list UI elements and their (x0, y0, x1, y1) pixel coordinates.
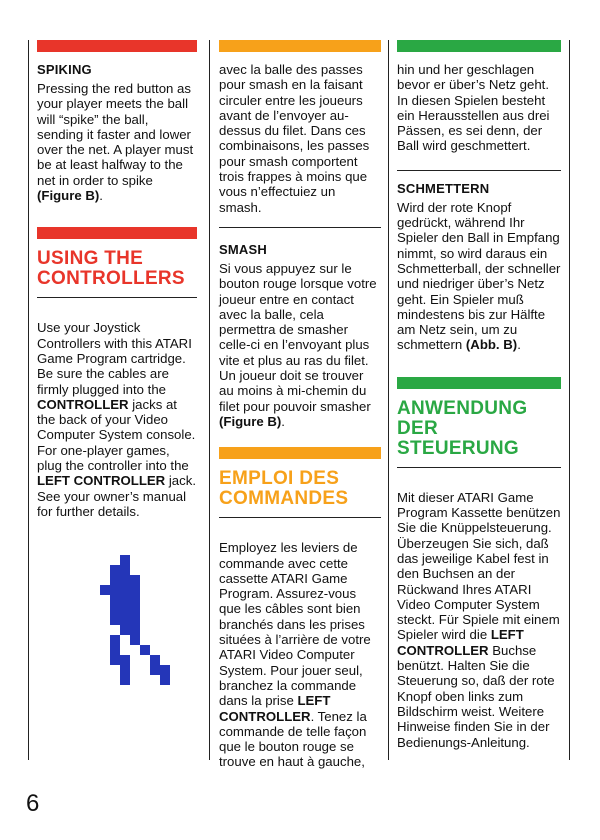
green-color-bar (397, 377, 561, 389)
section-rule (219, 227, 381, 228)
section-rule (37, 297, 197, 298)
controllers-text: Use your Joystick Controllers with this ATARI Game Program cartridge. Be sure the cables are firmly plugged into the CONTROLLER jacks at the back of your Video Computer System console. For one-player games, plug the controller into the LEFT CONTROLLER jack. See your owner’s manual for further details. (37, 320, 196, 519)
spiking-heading: SPIKING (37, 62, 92, 77)
anwendung-heading: ANWENDUNG DER STEUERUNG (397, 397, 528, 459)
emploi-heading: EMPLOI DES COMMANDES (219, 468, 349, 510)
page-number: 6 (26, 790, 40, 817)
smash-text: Si vous appuyez sur le bouton rouge lorsque votre joueur entre en contact avec la balle, cela permettra de smasher celle-ci en l’envoyant plus vite et plus au ras du filet. Un joueur doit se trouver au moins à mi-chemin du filet pour pouvoir smasher (Figure B). (219, 260, 377, 429)
pixel-player-figure-icon (100, 555, 180, 695)
red-color-bar (37, 227, 197, 239)
column-divider (569, 40, 570, 760)
controllers-heading: USING THE CONTROLLERS (37, 248, 185, 290)
column-divider (388, 40, 389, 760)
emploi-text: Employez les leviers de commande avec cette cassette ATARI Game Program. Assurez-vous que les câbles sont bien branchés dans les prises situées à l’arrière de votre ATARI Video Computer System. Pour jouer seul, branchez la commande dans la prise LEFT CONTROLLER. Tenez la commande de telle façon que le bouton rouge se trouve en haut à gauche, (219, 540, 371, 770)
column-divider (28, 40, 29, 760)
schmettern-heading: SCHMETTERN (397, 180, 490, 196)
english-column (37, 40, 197, 519)
column-divider (209, 40, 210, 760)
section-rule (219, 517, 381, 518)
section-rule (397, 467, 561, 468)
german-column (397, 40, 561, 750)
german-intro-text: hin und her geschlagen bevor er über’s Netz geht. In diesen Spielen besteht ein Herausstellen aus drei Pässen, es sei denn, der Ball wird geschmettert. (397, 62, 550, 154)
spiking-text: Pressing the red button as your player meets the ball will “spike” the ball, sending it faster and lower over the net. A player must be at least halfway to the net in order to spike (Figure B). (37, 81, 194, 204)
smash-heading: SMASH (219, 241, 267, 257)
orange-color-bar (219, 40, 381, 52)
red-color-bar (37, 40, 197, 52)
french-column (219, 40, 381, 770)
french-intro-text: avec la balle des passes pour smash en la faisant circuler entre les joueurs avant de l’envoyer au-dessus du filet. Dans ces combinaisons, les passes pour smash comportent trois frappes à moins que vous n’effectuiez un smash. (219, 62, 370, 215)
schmettern-text: Wird der rote Knopf gedrückt, während Ihr Spieler den Ball in Empfang nimmt, so wird daraus ein Schmetterball, der schneller und niedriger über’s Netz geht. Ein Spieler muß mindestens bis zur Hälfte am Netz sein, um zu schmettern (Abb. B). (397, 199, 561, 353)
green-color-bar (397, 40, 561, 52)
anwendung-text: Mit dieser ATARI Game Program Kassette benützen Sie die Knüppelsteuerung. Überzeugen Sie sich, daß das jeweilige Kabel fest in den Buchsen an der Rückwand Ihres ATARI Video Computer System steckt. Für Spiele mit einem Spieler wird die LEFT CONTROLLER Buchse benützt. Halten Sie die Steuerung so, daß der rote Knopf oben links zum Bildschirm weist. Weitere Hinweise finden Sie in der Bedienungs-Anleitung. (397, 489, 561, 750)
orange-color-bar (219, 447, 381, 459)
section-rule (397, 170, 561, 171)
